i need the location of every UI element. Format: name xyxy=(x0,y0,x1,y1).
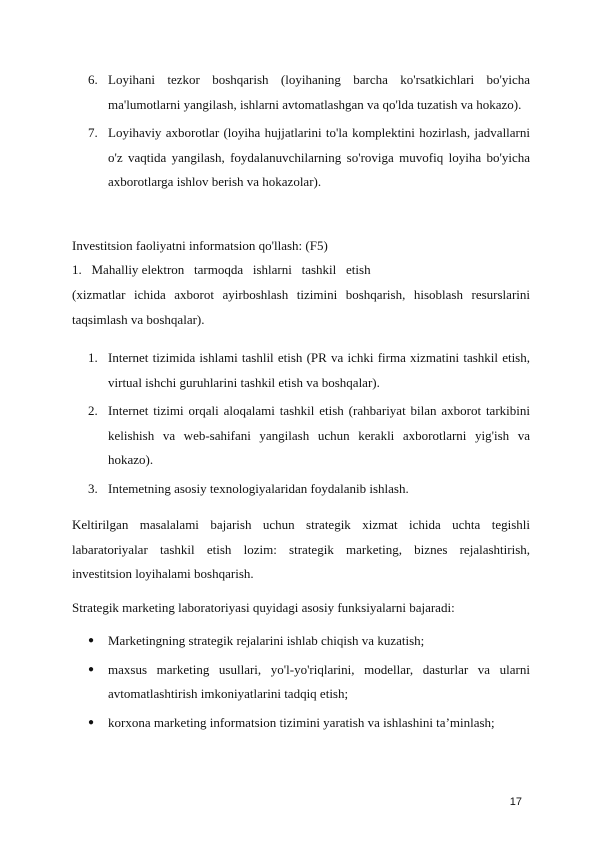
list-item xyxy=(72,658,530,707)
list-number: 3. xyxy=(88,480,98,496)
bullet-icon: ● xyxy=(88,635,95,646)
list-item-text: Internet tizimi orqali aloqalami tashkil etish (rahbariyat bilan axborot tarkibini kelishish va web-sahifani yangilash uchun kerakli axborotlarni yig'ish va hokazo). xyxy=(108,403,530,467)
list-item xyxy=(72,711,530,736)
bullet-icon: ● xyxy=(88,663,95,675)
paragraph: (xizmatlar ichida axborot ayirboshlash tizimini boshqarish, hisoblash resurslarini taqsimlash va boshqalar). xyxy=(72,287,530,327)
list-item xyxy=(72,477,530,502)
list-number: 6. xyxy=(88,72,98,87)
list-number: 2. xyxy=(88,403,98,418)
list-item-text: maxsus marketing usullari, yo'l-yo'riqlarini, modellar, dasturlar va ularni avtomatlashtirish imkoniyatlarini tadqiq etish; xyxy=(108,661,530,701)
list-item-text: korxona marketing informatsion tizimini yaratish va ishlashini ta’minlash; xyxy=(108,714,495,730)
paragraph: Keltirilgan masalalami bajarish uchun strategik xizmat ichida uchta tegishli labaratoriyalar tashkil etish lozim: strategik marketing, biznes rejalashtirish, investitsion loyihalami boshqarish. xyxy=(72,517,530,581)
list-item xyxy=(72,629,530,654)
list-item-text: Loyihani tezkor boshqarish (loyihaning barcha ko'rsatkichlari bo'yicha ma'lumotlarni yangilash, ishlarni avtomatlashgan va qo'lda tuzatish va hokazo). xyxy=(108,72,530,112)
page-number: 17 xyxy=(509,796,522,808)
numbered-list-top xyxy=(72,68,530,195)
list-item-text: Intemetning asosiy texnologiyalaridan foydalanib ishlash. xyxy=(108,480,409,496)
list-item xyxy=(72,346,530,395)
list-item xyxy=(72,121,530,195)
list-item-text: Marketingning strategik rejalarini ishlab chiqish va kuzatish; xyxy=(108,633,425,648)
bullet-icon: ● xyxy=(88,716,95,728)
list-item xyxy=(72,68,530,117)
list-item-text: Loyihaviy axborotlar (loyiha hujjatlarini to'la komplektini hozirlash, jadvallarni o'z vaqtida yangilash, foydalanuvchilarning so'roviga muvofiq loyiha bo'yicha axborotlarga ishlov berish va hokazolar). xyxy=(108,125,530,189)
list-number: 7. xyxy=(88,125,98,140)
section-heading: Investitsion faoliyatni informatsion qo'llash: (F5) xyxy=(72,238,328,253)
numbered-line: 1. Mahalliy elektron tarmoqda ishlarni tashkil etish xyxy=(72,262,371,277)
list-item-text: Internet tizimida ishlami tashlil etish (PR va ichki firma xizmatini tashkil etish, virtual ishchi guruhlarini tashkil etish va boshqalar). xyxy=(108,350,530,390)
list-item xyxy=(72,399,530,473)
list-number: 1. xyxy=(88,350,98,365)
paragraph-line: Strategik marketing laboratoriyasi quyidagi asosiy funksiyalarni bajaradi: xyxy=(72,600,455,615)
bullet-list xyxy=(72,629,530,735)
numbered-list-middle xyxy=(72,346,530,501)
